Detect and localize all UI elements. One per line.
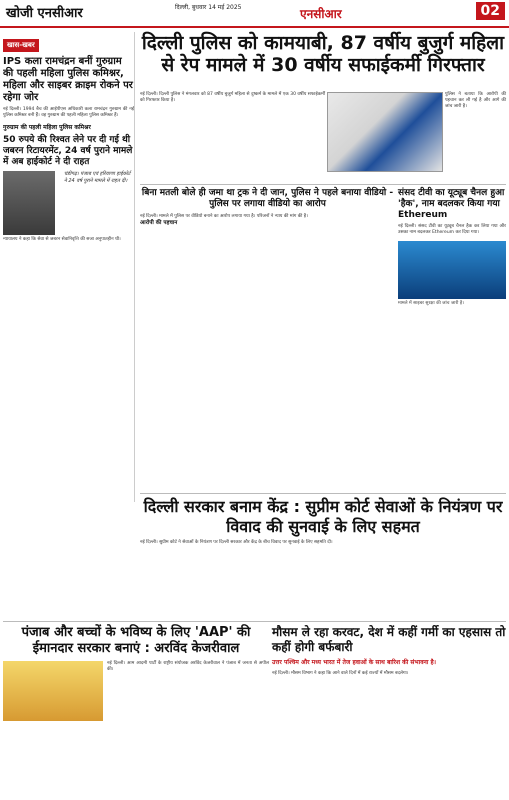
page-number-badge: 02 xyxy=(476,2,505,20)
bottom-left-body: नई दिल्ली। आम आदमी पार्टी के राष्ट्रीय संयोजक अरविंद केजरीवाल ने पंजाब में जनता से अपील की। xyxy=(107,661,269,672)
brand-logo: खोजी एनसीआर xyxy=(6,6,83,21)
third-headline[interactable]: संसद टीवी का यूट्यूब चैनल हुआ 'हैक', नाम बदलकर किया गया Ethereum xyxy=(398,188,505,220)
center-body: नई दिल्ली। सुप्रीम कोर्ट ने सेवाओं के नियंत्रण पर दिल्ली सरकार और केंद्र के बीच विवाद पर सुनवाई के लिए सहमति दी। xyxy=(140,540,333,545)
sidebar-body-2: न्यायालय ने कहा कि सेवा से जबरन सेवानिवृत्ति की सजा अनुपातहीन थी। xyxy=(3,237,121,242)
section-tag: खास-खबर xyxy=(3,39,39,52)
sidebar-headline-2[interactable]: 50 रुपये की रिश्वत लेने पर दी गई थी जबरन रिटायरमेंट, 24 वर्ष पुराने मामले में अब हाईकोर्ट ने दी राहत xyxy=(3,135,133,167)
sidebar-subheading: गुरुग्राम की पहली महिला पुलिस कमिश्नर xyxy=(3,124,91,131)
lead-story xyxy=(140,32,506,109)
divider xyxy=(140,184,506,185)
youtube-hack-story xyxy=(398,188,506,307)
bottom-left-headline[interactable]: पंजाब और बच्चों के भविष्य के लिए 'AAP' की ईमानदार सरकार बनाएं : अरविंद केजरीवाल xyxy=(21,625,251,656)
divider xyxy=(140,493,506,494)
lead-body-left: नई दिल्ली। दिल्ली पुलिस ने मंगलवार को 87 वर्षीय बुजुर्ग महिला से दुष्कर्म के मामले में एक 30 वर्षीय सफाईकर्मी को गिरफ्तार किया है। xyxy=(140,92,325,103)
parliament-photo xyxy=(398,241,506,299)
rally-photo xyxy=(3,661,103,721)
second-body xyxy=(140,214,395,226)
bottom-right-headline[interactable]: मौसम ले रहा करवट, देश में कहीं गर्मी का एहसास तो कहीं होगी बर्फबारी xyxy=(272,625,506,654)
sidebar-body-1: नई दिल्ली। 1994 बैच की आईपीएस अधिकारी कला रामचंद्रन गुरुग्राम की नई पुलिस कमिश्नर बनी हैं। वह गुरुग्राम की पहली महिला पुलिस कमिश्नर हैं। xyxy=(3,107,134,118)
edition-date: दिल्ली, बुधवार 14 मई 2025 xyxy=(175,4,242,11)
sidebar-column xyxy=(3,32,135,502)
lead-headline[interactable]: दिल्ली पुलिस को कामयाबी, 87 वर्षीय बुजुर्ग महिला से रेप मामले में 30 वर्षीय सफाईकर्मी गिरफ्तार xyxy=(141,32,505,76)
bottom-right-body: नई दिल्ली। मौसम विभाग ने कहा कि आने वाले दिनों में कई राज्यों में मौसम बदलेगा। xyxy=(272,671,409,676)
center-headline[interactable]: दिल्ली सरकार बनाम केंद्र : सुप्रीम कोर्ट सेवाओं के नियंत्रण पर विवाद की सुनवाई के लिए सहमत xyxy=(143,497,503,536)
lead-body-right: पुलिस ने बताया कि आरोपी की पहचान कर ली गई है और आगे की जांच जारी है। xyxy=(445,92,506,109)
sidebar-headline-1[interactable]: IPS कला रामचंद्रन बनीं गुरुग्राम की पहली महिला पुलिस कमिश्नर, महिला और साइबर क्राइम रोकने पर रहेगा जोर xyxy=(3,56,133,103)
bottom-right-story xyxy=(272,625,506,677)
edition-label: एनसीआर xyxy=(300,7,342,21)
bottom-right-quote: उत्तर पश्चिम और मध्य भारत में तेज हवाओं के साथ बारिश की संभावना है। xyxy=(272,659,436,666)
police-vehicle-photo xyxy=(327,92,443,172)
third-body: नई दिल्ली। संसद टीवी का यूट्यूब चैनल हैक कर लिया गया और उसका नाम बदलकर Ethereum कर दिया गया। xyxy=(398,224,506,235)
sidebar-photo-caption: चंडीगढ़। पंजाब एवं हरियाणा हाईकोर्ट ने 24 वर्ष पुराने मामले में राहत दी। xyxy=(64,171,131,184)
bottom-left-story xyxy=(3,625,269,723)
sidebar-photo xyxy=(3,171,55,235)
second-headline[interactable]: बिना मतली बोले ही जमा था ट्रक ने दी जान, पुलिस ने पहले बनाया वीडियो - पुलिस पर लगाया वीडियो का आरोप xyxy=(141,188,394,209)
masthead xyxy=(0,0,509,28)
second-subheading: आरोपी की पहचान xyxy=(140,220,178,226)
third-caption: मामले में साइबर सुरक्षा की जांच जारी है। xyxy=(398,301,464,306)
second-body-text: नई दिल्ली। मामले में पुलिस पर वीडियो बनाने का आरोप लगाया गया है। परिजनों ने न्याय की मांग की है। xyxy=(140,214,308,219)
divider xyxy=(3,621,506,622)
